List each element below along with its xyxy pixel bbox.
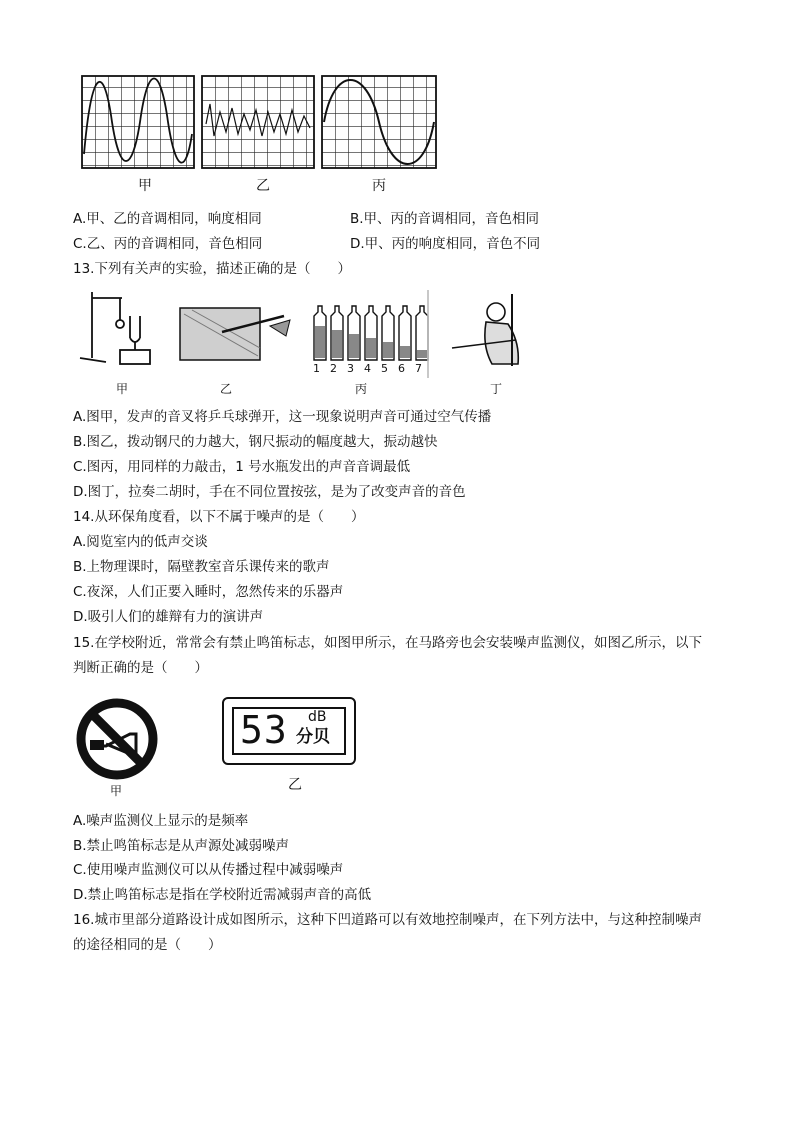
q13-option-b: B.图乙，拨动钢尺的力越大，钢尺振动的幅度越大，振动越快: [73, 434, 438, 450]
q14-stem: 14.从环保角度看，以下不属于噪声的是（ ）: [73, 509, 365, 525]
q13-option-c: C.图丙，用同样的力敲击，1 号水瓶发出的声音音调最低: [73, 459, 411, 475]
q16-stem-line1: 16.城市里部分道路设计成如图所示，这种下凹道路可以有效地控制噪声，在下列方法中，与这种控制噪声: [73, 912, 702, 928]
q15-stem-line2: 判断正确的是（ ）: [73, 660, 208, 676]
q14-option-d: D.吸引人们的雄辩有力的演讲声: [73, 609, 264, 625]
q15-stem-line1: 15.在学校附近，常常会有禁止鸣笛标志，如图甲所示，在马路旁也会安装噪声监测仪，如图乙所示，以下: [73, 635, 702, 651]
bottle-number-3: 3: [347, 362, 354, 375]
waveform-panel-jia: [82, 76, 194, 168]
erhu-player: [428, 290, 518, 378]
q14-option-b: B.上物理课时，隔壁教室音乐课传来的歌声: [73, 559, 330, 575]
q12-option-c: C.乙、丙的音调相同，音色相同: [73, 236, 263, 252]
q15-option-c: C.使用噪声监测仪可以从传播过程中减弱噪声: [73, 862, 344, 878]
q15-label-jia: 甲: [110, 784, 123, 798]
waveform-panel-bing: [322, 76, 436, 168]
q14-option-c: C.夜深，人们正要入睡时，忽然传来的乐器声: [73, 584, 344, 600]
q15-label-yi: 乙: [288, 777, 302, 793]
q13-option-d: D.图丁，拉奏二胡时，手在不同位置按弦，是为了改变声音的音色: [73, 484, 466, 500]
bottle-number-5: 5: [381, 362, 388, 375]
q13-label-yi: 乙: [220, 382, 233, 396]
waveform-label-jia: 甲: [138, 178, 152, 194]
q16-stem-line2: 的途径相同的是（ ）: [73, 937, 222, 953]
q13-figure: [72, 286, 532, 378]
noise-meter: [222, 697, 356, 765]
waveform-figure: [82, 74, 438, 170]
q13-option-a: A.图甲，发声的音叉将乒乓球弹开，这一现象说明声音可通过空气传播: [73, 409, 492, 425]
noise-meter-unit-fenbei: 分贝: [296, 727, 330, 747]
q12-option-b: B.甲、丙的音调相同，音色相同: [350, 211, 540, 227]
water-bottles: [314, 306, 428, 360]
q13-label-jia: 甲: [116, 382, 129, 396]
q13-label-ding: 丁: [490, 382, 503, 396]
q12-option-d: D.甲、丙的响度相同，音色不同: [350, 236, 541, 252]
waveform-label-bing: 丙: [372, 178, 386, 194]
tuning-fork-apparatus: [80, 292, 150, 364]
q15-option-b: B.禁止鸣笛标志是从声源处减弱噪声: [73, 838, 290, 854]
bottle-number-1: 1: [313, 362, 320, 375]
waveform-label-yi: 乙: [256, 178, 270, 194]
q15-option-a: A.噪声监测仪上显示的是频率: [73, 813, 249, 829]
bottle-number-2: 2: [330, 362, 337, 375]
bottle-number-6: 6: [398, 362, 405, 375]
waveform-panel-yi: [202, 76, 314, 168]
bottle-number-4: 4: [364, 362, 371, 375]
q13-label-bing: 丙: [355, 382, 368, 396]
noise-meter-reading: 53: [240, 708, 288, 752]
noise-meter-unit-db: dB: [308, 709, 327, 725]
q12-option-a: A.甲、乙的音调相同，响度相同: [73, 211, 262, 227]
no-honking-sign: [76, 698, 158, 780]
bottle-number-7: 7: [415, 362, 422, 375]
q14-option-a: A.阅览室内的低声交谈: [73, 534, 208, 550]
ruler-apparatus: [180, 308, 290, 360]
q13-stem: 13.下列有关声的实验，描述正确的是（ ）: [73, 261, 351, 277]
q15-option-d: D.禁止鸣笛标志是指在学校附近需减弱声音的高低: [73, 887, 372, 903]
